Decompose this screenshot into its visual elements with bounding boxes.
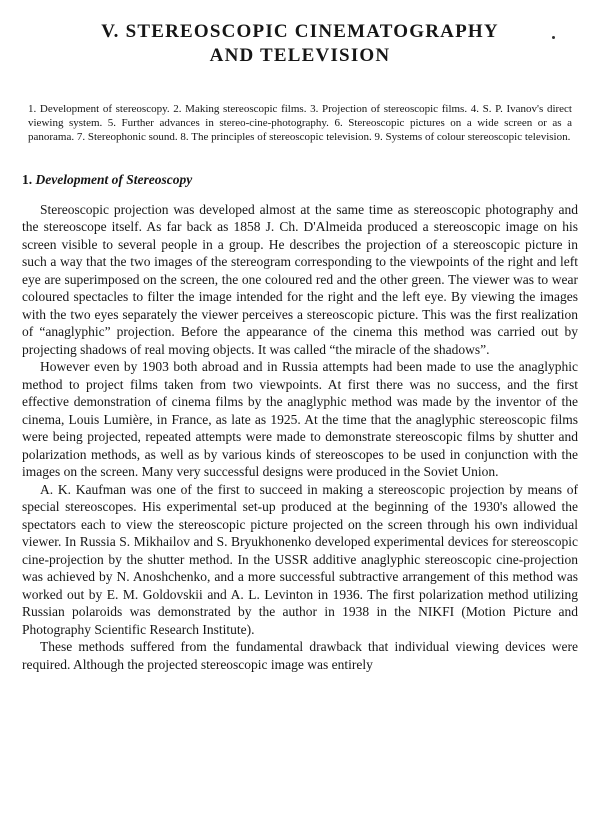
- chapter-title: [22, 20, 578, 68]
- paragraph-2: However even by 1903 both abroad and in Russia attempts had been made to use the anaglyphic method to project films taken from two viewpoints. At first there was no success, and the first effective demonstration of cinema films by the anaglyphic method was made by the inventor of the cinema, Louis Lumière, in France, as late as 1925. At the time that the anaglyphic stereoscopic films were being projected, repeated attempts were made to demonstrate stereoscopic films by shutter and polarization methods, as well as by various kinds of stereoscopes to be used in conjunction with the images on the screen. Many very successful designs were produced in the Soviet Union.: [22, 359, 578, 480]
- chapter-contents-summary: 1. Development of stereoscopy. 2. Making stereoscopic films. 3. Projection of stereoscopic films. 4. S. P. Ivanov's direct viewing system. 5. Further advances in stereo-cine-photography. 6. Stereoscopic pictures on a wide screen or as a panorama. 7. Stereophonic sound. 8. The principles of stereoscopic television. 9. Systems of colour stereoscopic television.: [28, 103, 572, 144]
- chapter-title-line-2: AND TELEVISION: [209, 45, 391, 66]
- body-text: [22, 201, 578, 674]
- paragraph-1: Stereoscopic projection was developed almost at the same time as stereoscopic photography and the stereoscope itself. As far back as 1858 J. Ch. D'Almeida produced a stereoscopic image on his screen visible to several people in a group. He describes the projection of a stereoscopic picture in such a way that the two images of the stereogram corresponding to the viewpoints of the right and left eye are superimposed on the screen, the one coloured red and the other green. The viewer was to wear coloured spectacles to filter the image intended for the right and the left eye. By viewing the images with the two eyes separately the viewer perceives a stereoscopic picture. This was the first realization of “anaglyphic” projection. Before the appearance of the cinema this method was carried out by projecting shadows of real moving objects. It was called “the miracle of the shadows”.: [22, 201, 578, 357]
- book-page: [22, 20, 578, 673]
- section-title: Development of Stereoscopy: [35, 171, 193, 187]
- section-heading: [22, 171, 578, 189]
- chapter-title-line-1: V. STEREOSCOPIC CINEMATOGRAPHY: [101, 21, 499, 42]
- paragraph-4: These methods suffered from the fundamental drawback that individual viewing devices were required. Although the projected stereoscopic image was entirely: [22, 639, 578, 672]
- paragraph-3: A. K. Kaufman was one of the first to succeed in making a stereoscopic projection by means of special stereoscopes. His experimental set-up produced at the beginning of the 1930's allowed the spectators each to view the stereoscopic picture projected on the screen through his own individual viewer. In Russia S. Mikhailov and S. Bryukhonenko developed experimental devices for stereoscopic cine-projection by the shutter method. In the USSR additive anaglyphic stereoscopic cine-projection was achieved by N. Anoshchenko, and a more successful subtractive arrangement of this method was worked out by E. M. Goldovskii and A. L. Levinton in 1936. The first polarization method utilizing Russian polaroids was demonstrated by the author in 1938 in the NIKFI (Motion Picture and Photography Scientific Research Institute).: [22, 481, 578, 637]
- section-number: 1.: [22, 171, 33, 187]
